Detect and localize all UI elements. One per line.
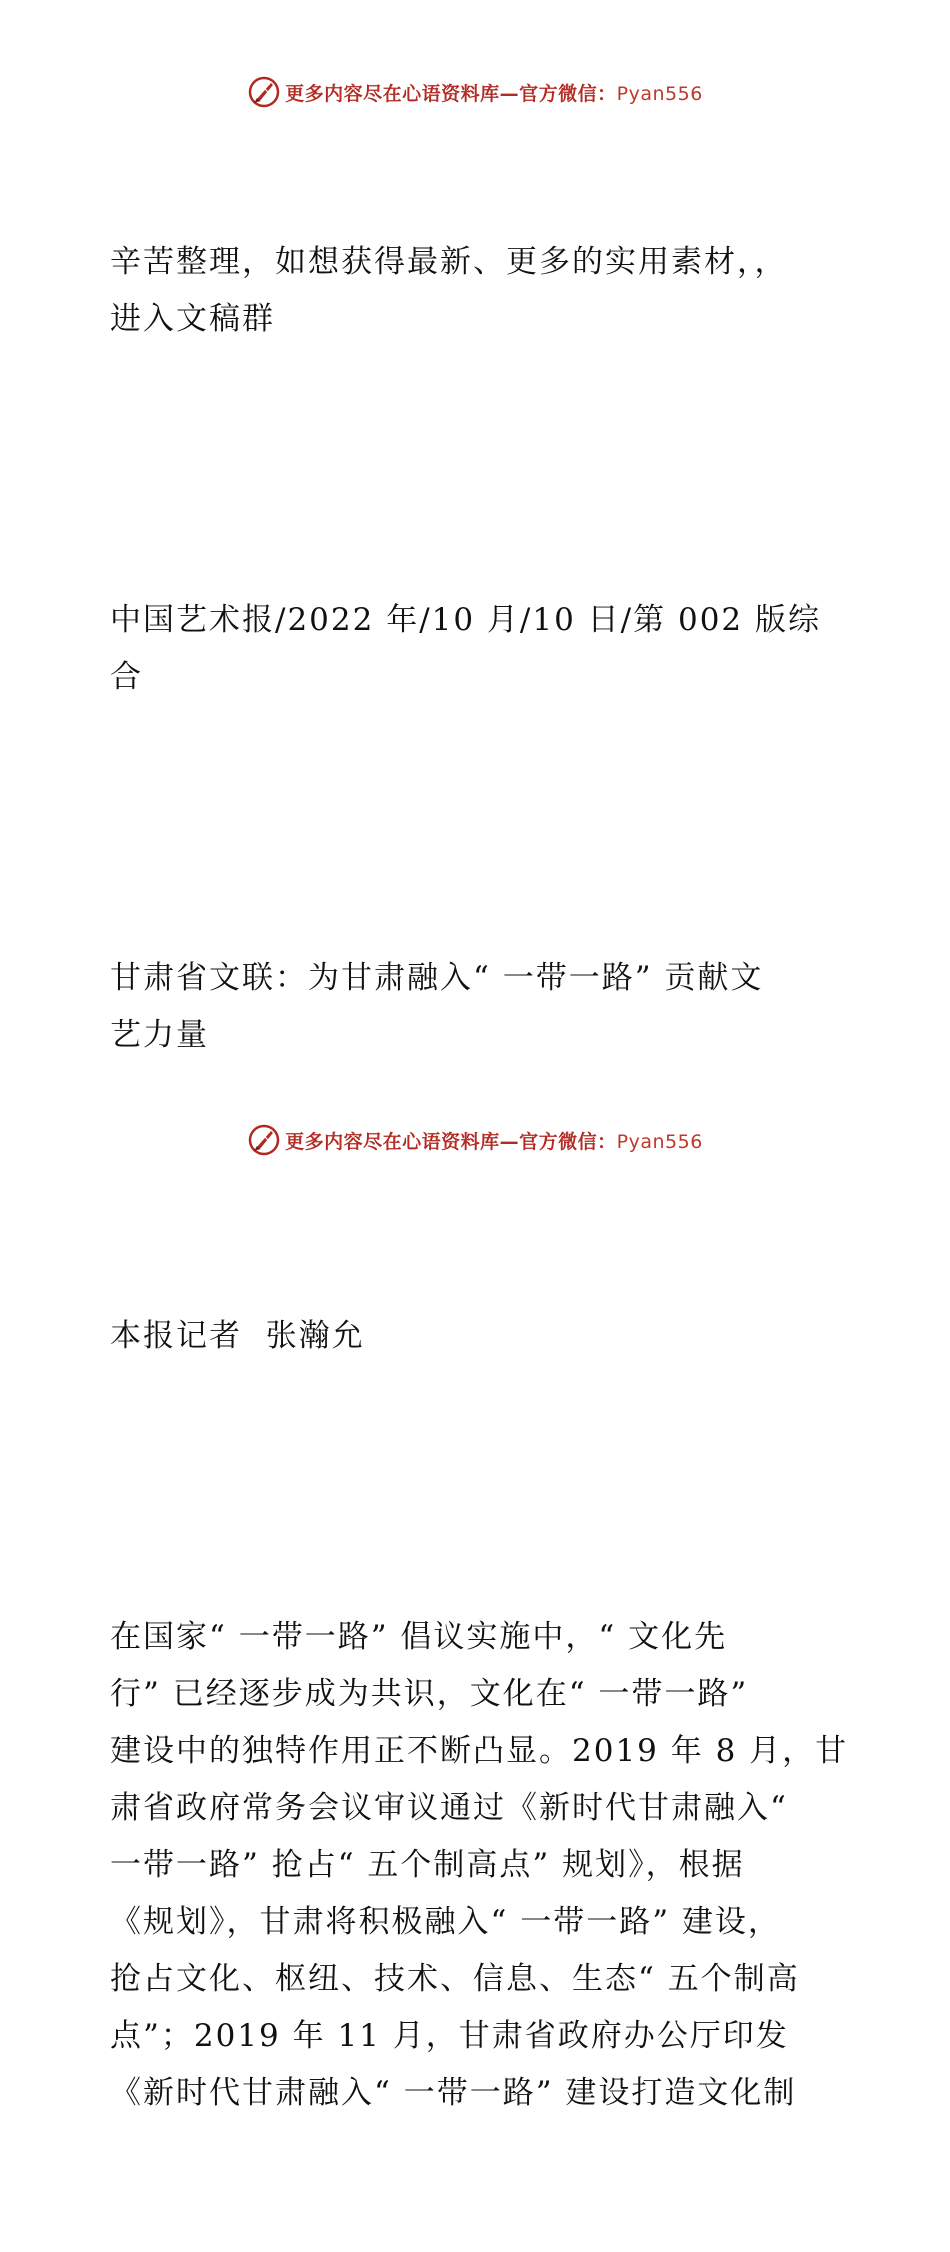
text-line: 一带一路” 抢占“ 五个制高点” 规划》，根据 — [110, 1847, 745, 1883]
article-byline — [98, 1194, 858, 1479]
text-line: 本报记者 张瀚允 — [110, 1318, 365, 1354]
text-line: 合 — [110, 659, 143, 695]
banner-wechat-id: Pyan556 — [616, 82, 703, 105]
text-line: 甘肃省文联：为甘肃融入“ 一带一路” 贡献文 — [110, 960, 764, 996]
paragraph-source — [98, 478, 858, 820]
feather-pen-logo-icon — [247, 1123, 281, 1157]
text-line: 《新时代甘肃融入“ 一带一路” 建设打造文化制 — [110, 2075, 797, 2111]
text-line: 点”；2019 年 11 月，甘肃省政府办公厅印发 — [110, 2018, 789, 2054]
feather-pen-logo-icon — [247, 75, 281, 109]
header-banner — [0, 72, 950, 112]
text-line: 行” 已经逐步成为共识，文化在“ 一带一路” — [110, 1676, 749, 1712]
banner-text: 更多内容尽在心语资料库—官方微信：Pyan556 — [285, 82, 703, 105]
text-line: 《规划》，甘肃将积极融入“ 一带一路” 建设， — [110, 1904, 781, 1940]
text-line: 在国家“ 一带一路” 倡议实施中，“ 文化先 — [110, 1619, 728, 1655]
banner-text: 更多内容尽在心语资料库—官方微信：Pyan556 — [285, 1130, 703, 1153]
text-line: 抢占文化、枢纽、技术、信息、生态“ 五个制高 — [110, 1961, 800, 1997]
banner-wechat-id: Pyan556 — [616, 1130, 703, 1153]
article-body-paragraph — [98, 1495, 858, 2236]
footer-banner — [0, 1120, 950, 1160]
text-line: 辛苦整理，如想获得最新、更多的实用素材，， — [110, 244, 788, 280]
text-line: 建设中的独特作用正不断凸显。2019 年 8 月，甘 — [110, 1733, 849, 1769]
text-line: 进入文稿群 — [110, 301, 275, 337]
document-body — [98, 120, 858, 2252]
text-line: 肃省政府常务会议审议通过《新时代甘肃融入“ — [110, 1790, 788, 1826]
paragraph-intro — [98, 120, 858, 462]
text-line: 中国艺术报/2022 年/10 月/10 日/第 002 版综 — [110, 602, 822, 638]
text-line: 艺力量 — [110, 1017, 209, 1053]
